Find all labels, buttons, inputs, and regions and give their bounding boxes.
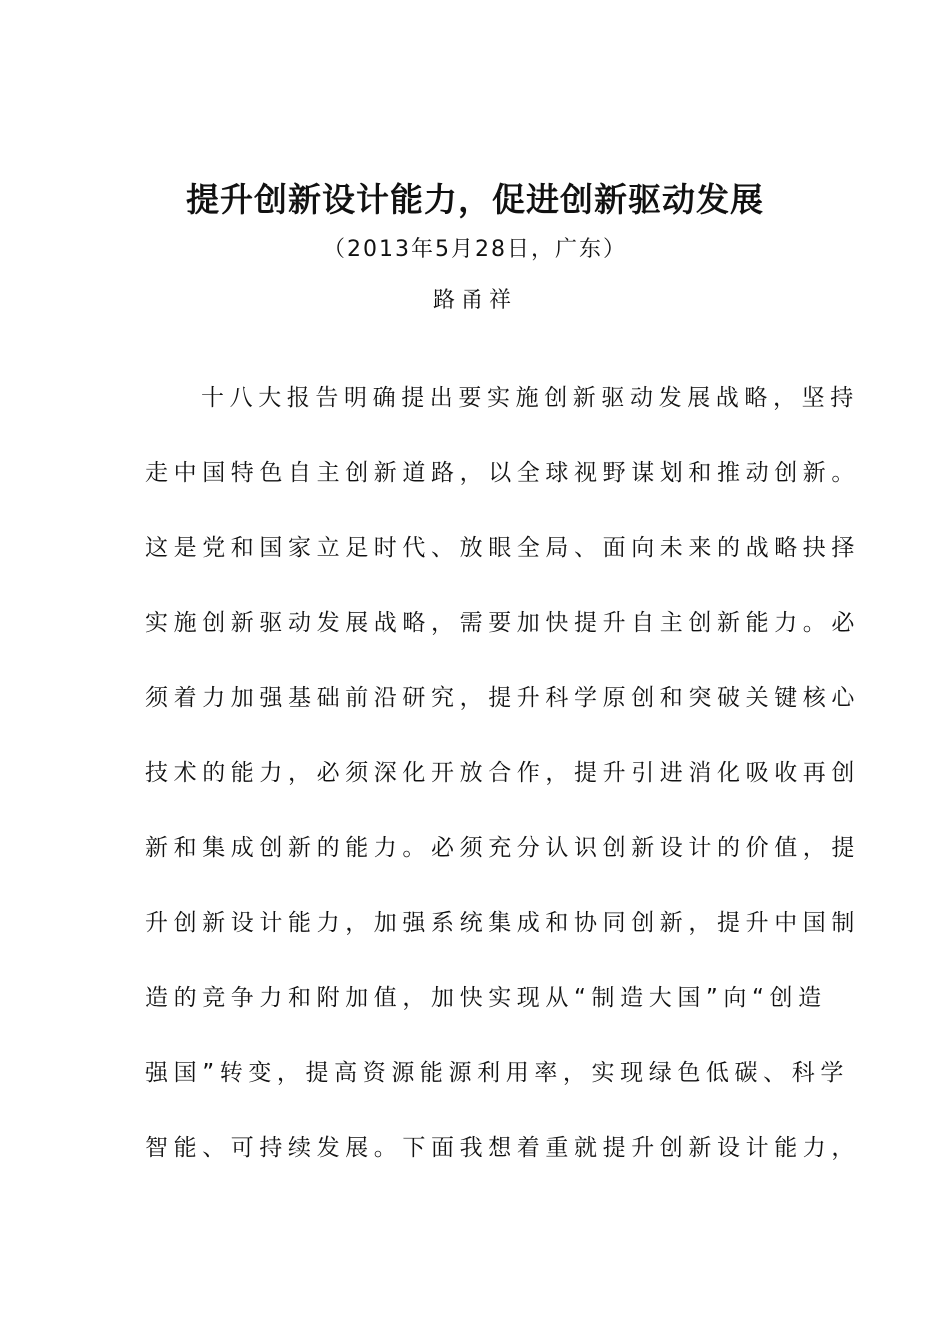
body-line: 十八大报告明确提出要实施创新驱动发展战略，坚持 xyxy=(201,385,859,411)
body-line: 技术的能力，必须深化开放合作，提升引进消化吸收再创 xyxy=(145,760,860,786)
body-line: 升创新设计能力，加强系统集成和协同创新，提升中国制 xyxy=(145,910,860,936)
body-line: 造的竞争力和附加值，加快实现从“制造大国”向“创造 xyxy=(145,985,827,1011)
body-paragraph xyxy=(145,374,860,1199)
body-line: 智能、可持续发展。下面我想着重就提升创新设计能力， xyxy=(145,1135,860,1161)
document-title: 提升创新设计能力，促进创新驱动发展 xyxy=(186,180,764,219)
document-date-location: （2013年5月28日，广东） xyxy=(323,237,627,262)
body-line: 强国”转变，提高资源能源利用率，实现绿色低碳、科学 xyxy=(145,1060,849,1086)
body-line: 走中国特色自主创新道路，以全球视野谋划和推动创新。 xyxy=(145,460,860,486)
body-line: 须着力加强基础前沿研究，提升科学原创和突破关键核心 xyxy=(145,685,860,711)
body-line: 新和集成创新的能力。必须充分认识创新设计的价值，提 xyxy=(145,835,860,861)
document-author: 路甬祥 xyxy=(432,288,517,313)
body-line: 实施创新驱动发展战略，需要加快提升自主创新能力。必 xyxy=(145,610,860,636)
body-line: 这是党和国家立足时代、放眼全局、面向未来的战略抉择 xyxy=(145,535,860,561)
